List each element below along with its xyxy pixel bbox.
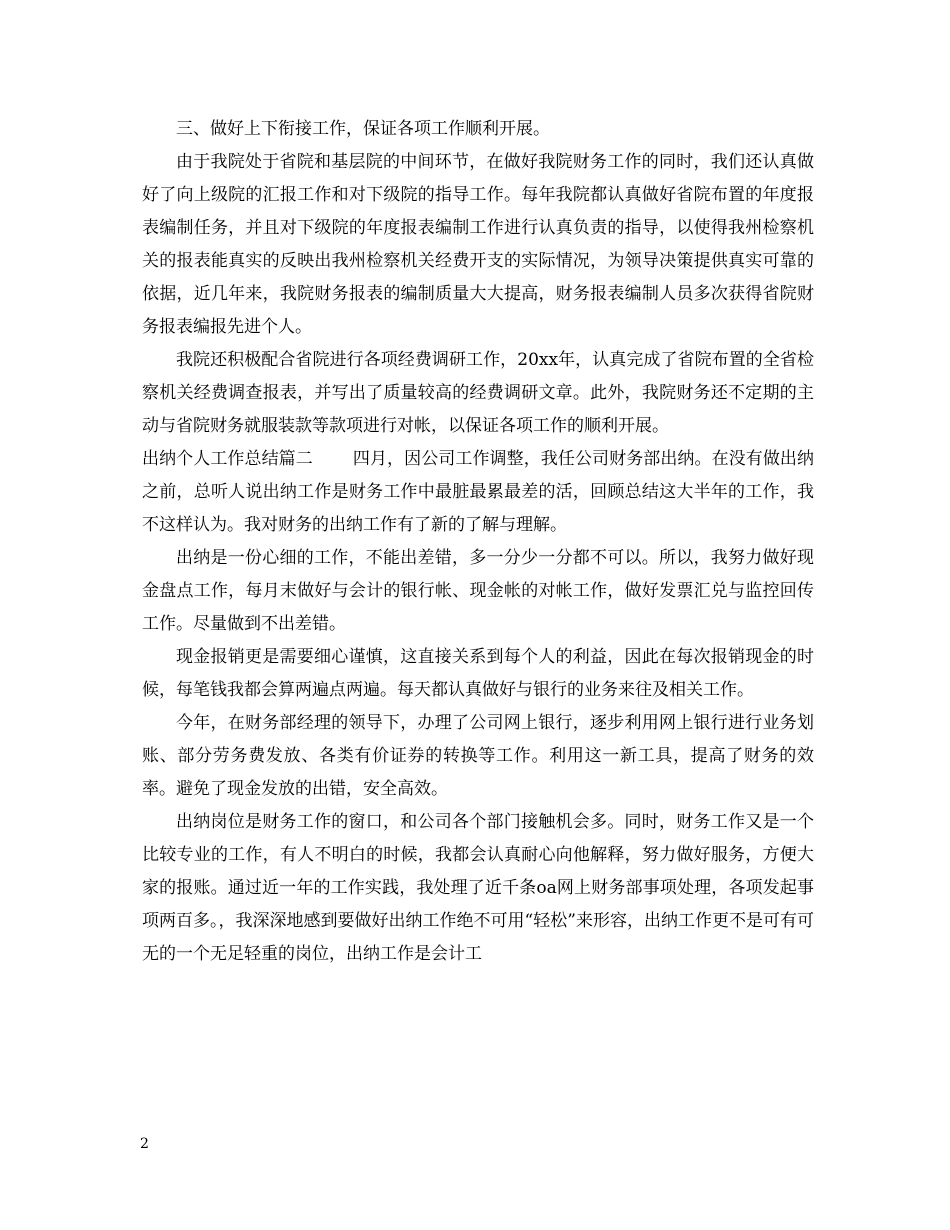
section-heading: 出纳个人工作总结篇二 [142, 449, 313, 469]
page-number: 2 [140, 1136, 149, 1152]
paragraph: 由于我院处于省院和基层院的中间环节，在做好我院财务工作的同时，我们还认真做好了向上级院的汇报工作和对下级院的指导工作。每年我院都认真做好省院布置的年度报表编制任务，并且对下级院的年度报表编制工作进行认真负责的指导，以使得我州检察机关的报表能真实的反映出我州检察机关经费开支的实际情况，为领导决策提供真实可靠的依据，近几年来，我院财务报表的编制质量大大提高，财务报表编制人员多次获得省院财务报表编报先进个人。 [142, 152, 814, 337]
paragraph: 现金报销更是需要细心谨慎，这直接关系到每个人的利益，因此在每次报销现金的时候，每笔钱我都会算两遍点两遍。每天都认真做好与银行的业务来往及相关工作。 [142, 647, 814, 700]
section-intro-text: 四月，因公司工作调整，我任公司财务部出纳。在没有做出纳之前，总听人说出纳工作是财务工作中最脏最累最差的活，回顾总结这大半年的工作，我不这样认为。我对财务的出纳工作有了新的了解与理解。 [142, 449, 815, 535]
section-two-paragraph [142, 443, 814, 542]
paragraph: 我院还积极配合省院进行各项经费调研工作，20xx年，认真完成了省院布置的全省检察机关经费调查报表，并写出了质量较高的经费调研文章。此外，我院财务还不定期的主动与省院财务就服装款等款项进行对帐，以保证各项工作的顺利开展。 [142, 350, 814, 436]
document-body [142, 113, 814, 971]
paragraph: 今年，在财务部经理的领导下，办理了公司网上银行，逐步利用网上银行进行业务划账、部分劳务费发放、各类有价证券的转换等工作。利用这一新工具，提高了财务的效率。避免了现金发放的出错，安全高效。 [142, 713, 814, 799]
paragraph: 出纳岗位是财务工作的窗口，和公司各个部门接触机会多。同时，财务工作又是一个比较专业的工作，有人不明白的时候，我都会认真耐心向他解释，努力做好服务，方便大家的报账。通过近一年的工作实践，我处理了近千条oa网上财务部事项处理，各项发起事项两百多。，我深深地感到要做好出纳工作绝不可用“轻松”来形容，出纳工作更不是可有可无的一个无足轻重的岗位，出纳工作是会计工 [142, 812, 814, 964]
paragraph: 出纳是一份心细的工作，不能出差错，多一分少一分都不可以。所以，我努力做好现金盘点工作，每月末做好与会计的银行帐、现金帐的对帐工作，做好发票汇兑与监控回传工作。尽量做到不出差错。 [142, 548, 814, 634]
section-heading-three: 三、做好上下衔接工作，保证各项工作顺利开展。 [176, 119, 550, 139]
